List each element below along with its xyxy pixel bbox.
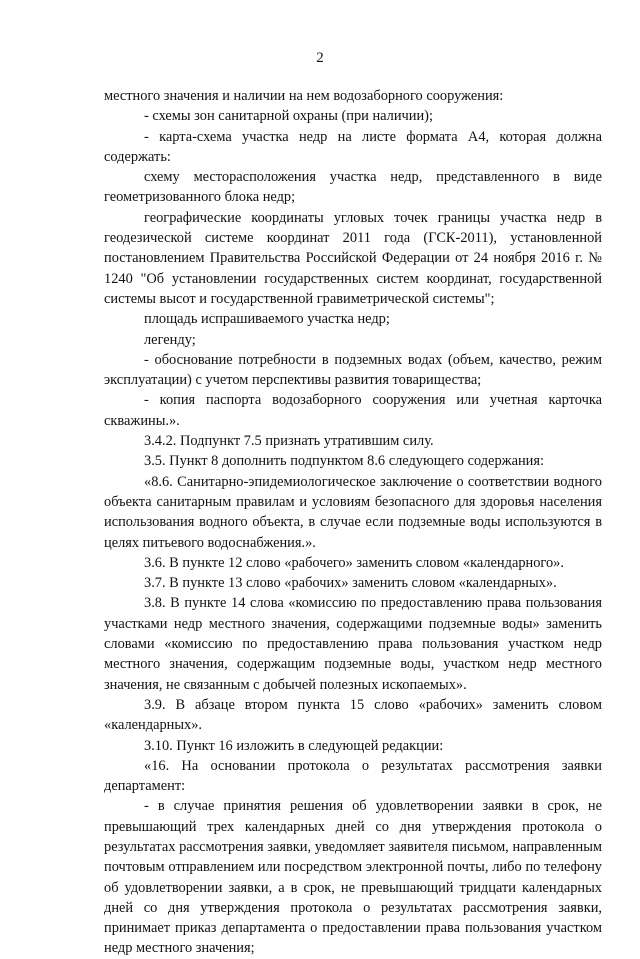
paragraph: 3.6. В пункте 12 слово «рабочего» заменить словом «календарного». [144, 554, 564, 571]
paragraph: легенду; [144, 331, 196, 348]
paragraph: 3.7. В пункте 13 слово «рабочих» заменить словом «календарных». [144, 575, 557, 592]
document-body [104, 86, 602, 959]
paragraph: 3.10. Пункт 16 изложить в следующей редакции: [144, 737, 444, 754]
paragraph: географические координаты угловых точек границы участка недр в геодезической системе координат 2011 года (ГСК-2011), установленной постановлением Правительства Российской Федерации от 24 ноября 2016 г. № 1240 "Об установлении государственных систем координат, государственной системы высот и государственной гравиметрической системы"; [104, 209, 602, 307]
paragraph: - копия паспорта водозаборного сооружения или учетная карточка скважины.». [104, 392, 602, 429]
paragraph: схему месторасположения участка недр, представленного в виде геометризованного блока недр; [104, 169, 602, 206]
page-number: 2 [316, 50, 324, 66]
paragraph: 3.5. Пункт 8 дополнить подпунктом 8.6 следующего содержания: [144, 453, 544, 470]
paragraph: - схемы зон санитарной охраны (при наличии); [144, 108, 433, 125]
paragraph: 3.9. В абзаце втором пункта 15 слово «рабочих» заменить словом «календарных». [104, 696, 602, 734]
paragraph: «8.6. Санитарно-эпидемиологическое заключение о соответствии водного объекта санитарным правилам и условиям безопасного для здоровья населения использования водного объекта, в случае если подземные воды используются в целях питьевого водоснабжения.». [104, 473, 602, 551]
paragraph: - обоснование потребности в подземных водах (объем, качество, режим эксплуатации) с учетом перспективы развития товарищества; [104, 351, 602, 389]
paragraph: - карта-схема участка недр на листе формата А4, которая должна содержать: [104, 128, 602, 165]
paragraph: «16. На основании протокола о результатах рассмотрения заявки департамент: [104, 757, 602, 795]
paragraph: местного значения и наличии на нем водозаборного сооружения: [104, 88, 504, 104]
paragraph: - в случае принятия решения об удовлетворении заявки в срок, не превышающий трех календарных дней со дня утверждения протокола о результатах рассмотрения заявки, уведомляет заявителя письмом, направленным почтовым отправлением или посредством электронной почты, либо по телефону об удовлетворении заявки, а в срок, не превышающий тридцати календарных дней со дня утверждения протокола о результатах рассмотрения заявки, принимает приказ департамента о предоставлении права пользования участком недр местного значения; [104, 798, 602, 957]
paragraph: 3.4.2. Подпункт 7.5 признать утратившим силу. [144, 433, 434, 450]
paragraph: 3.8. В пункте 14 слова «комиссию по предоставлению права пользования участками недр местного значения, содержащими подземные воды» заменить словами «комиссию по предоставлению права пользования участком недр местного значения, содержащим подземные воды, участком недр местного значения, не связанным с добычей полезных ископаемых». [104, 595, 602, 693]
paragraph: площадь испрашиваемого участка недр; [144, 311, 390, 328]
